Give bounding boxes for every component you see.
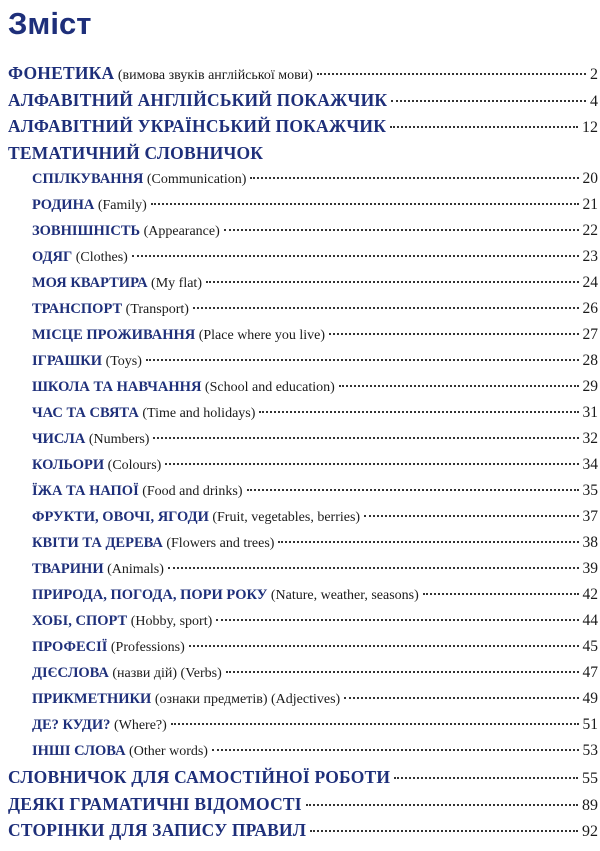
- dot-leader: [391, 100, 586, 102]
- toc-page-number: 4: [590, 92, 598, 110]
- dot-leader: [146, 359, 579, 361]
- toc-entry-title: ЧИСЛА: [32, 431, 86, 447]
- toc-entry-title: ШКОЛА ТА НАВЧАННЯ: [32, 379, 202, 395]
- toc-page-number: 27: [582, 326, 598, 343]
- toc-page-number: 92: [582, 823, 598, 840]
- toc-entry: [0, 244, 598, 270]
- toc-page-number: 21: [582, 196, 598, 213]
- dot-leader: [394, 777, 578, 779]
- toc-entry-title: СПІЛКУВАННЯ: [32, 171, 144, 187]
- dot-leader: [364, 515, 578, 517]
- toc-page-number: 49: [582, 690, 598, 707]
- toc-entry-title: ДЕ? КУДИ?: [32, 717, 111, 733]
- toc-entry: [0, 556, 598, 582]
- toc-entry-title: ОДЯГ: [32, 249, 73, 265]
- toc-page-number: 35: [582, 482, 598, 499]
- toc-entry-title: ТЕМАТИЧНИЙ СЛОВНИЧОК: [8, 142, 264, 163]
- toc-page-number: 31: [582, 404, 598, 421]
- toc-entry-label: [32, 452, 161, 479]
- toc-entry-label: [32, 400, 255, 427]
- toc-entry-label: [8, 140, 263, 168]
- toc-page-number: 23: [582, 248, 598, 265]
- toc-entry-title: ЇЖА ТА НАПОЇ: [32, 483, 139, 499]
- dot-leader: [226, 671, 579, 673]
- toc-entry-label: [32, 712, 167, 739]
- dot-leader: [165, 463, 578, 465]
- toc-page-number: 22: [582, 222, 598, 239]
- toc-entry-subtitle: (Other words): [125, 744, 208, 759]
- toc-entry-title: ФОНЕТИКА: [8, 63, 115, 83]
- toc-entry-label: [32, 296, 189, 323]
- toc-entry: [0, 791, 598, 818]
- toc-entry-label: [32, 504, 360, 531]
- toc-entry: [0, 348, 598, 374]
- toc-entry: [0, 634, 598, 660]
- toc-page-number: 34: [582, 456, 598, 473]
- toc-entry-subtitle: (Transport): [122, 302, 189, 317]
- toc-entry-title: КОЛЬОРИ: [32, 457, 105, 473]
- toc-entry: [0, 817, 598, 844]
- toc-entry-label: [32, 192, 147, 219]
- toc-page-number: 28: [582, 352, 598, 369]
- toc-entry: [0, 218, 598, 244]
- toc-entry-subtitle: (Where?): [110, 718, 167, 733]
- toc-entry-title: АЛФАВІТНИЙ АНГЛІЙСЬКИЙ ПОКАЖЧИК: [8, 89, 388, 110]
- dot-leader: [317, 73, 586, 75]
- toc-page-number: 44: [582, 612, 598, 629]
- toc-entry-title: ХОБІ, СПОРТ: [32, 613, 128, 629]
- toc-entry: [0, 374, 598, 400]
- toc-entry-label: [8, 87, 387, 115]
- toc-entry-subtitle: (Animals): [103, 562, 164, 577]
- toc-entry-subtitle: (Communication): [143, 172, 247, 187]
- toc-entry-label: [32, 738, 208, 765]
- dot-leader: [339, 385, 579, 387]
- toc-entry-subtitle: (Hobby, sport): [127, 614, 213, 629]
- toc-entry-subtitle: (School and education): [201, 380, 335, 395]
- toc-entry: [0, 270, 598, 296]
- toc-page-number: 55: [582, 770, 598, 787]
- toc-entry-subtitle: (Nature, weather, seasons): [267, 588, 419, 603]
- toc-entry-subtitle: (Professions): [107, 640, 185, 655]
- toc-entry-subtitle: (Clothes): [72, 250, 128, 265]
- toc-entry-title: ЗОВНІШНІСТЬ: [32, 223, 141, 239]
- toc-entry: [0, 478, 598, 504]
- table-of-contents: [0, 60, 598, 844]
- dot-leader: [212, 749, 579, 751]
- toc-page-number: 39: [582, 560, 598, 577]
- toc-entry-label: [32, 634, 185, 661]
- toc-entry-title: РОДИНА: [32, 197, 95, 213]
- dot-leader: [224, 229, 579, 231]
- dot-leader: [278, 541, 578, 543]
- dot-leader: [390, 126, 578, 128]
- dot-leader: [247, 489, 579, 491]
- toc-entry-subtitle: (вимова звуків англійської мови): [114, 68, 313, 83]
- dot-leader: [259, 411, 578, 413]
- dot-leader: [216, 619, 578, 621]
- toc-entry: [0, 608, 598, 634]
- toc-entry-title: ІНШІ СЛОВА: [32, 743, 126, 759]
- toc-entry-label: [32, 426, 149, 453]
- toc-entry-title: КВІТИ ТА ДЕРЕВА: [32, 535, 163, 551]
- dot-leader: [250, 177, 578, 179]
- toc-entry: [0, 712, 598, 738]
- toc-entry-label: [32, 348, 142, 375]
- toc-entry-label: [32, 530, 274, 557]
- toc-entry: [0, 764, 598, 791]
- toc-entry-label: [8, 764, 390, 792]
- toc-entry: [0, 426, 598, 452]
- toc-entry-title: МОЯ КВАРТИРА: [32, 275, 148, 291]
- toc-entry-subtitle: (My flat): [147, 276, 202, 291]
- toc-entry-label: [32, 608, 212, 635]
- toc-entry-label: [32, 660, 222, 687]
- toc-entry: [0, 452, 598, 478]
- toc-entry: [0, 530, 598, 556]
- toc-page-number: 51: [582, 716, 598, 733]
- toc-entry-title: ІГРАШКИ: [32, 353, 103, 369]
- toc-entry-subtitle: (Appearance): [140, 224, 220, 239]
- toc-page-number: 32: [582, 430, 598, 447]
- dot-leader: [153, 437, 578, 439]
- toc-entry: [0, 113, 598, 140]
- toc-entry-label: [8, 60, 313, 89]
- toc-page-number: 12: [582, 119, 598, 136]
- toc-page-number: 42: [582, 586, 598, 603]
- page-title: Зміст: [8, 6, 92, 41]
- toc-entry: [0, 400, 598, 426]
- toc-entry: [0, 192, 598, 218]
- toc-entry-title: СТОРІНКИ ДЛЯ ЗАПИСУ ПРАВИЛ: [8, 820, 307, 840]
- toc-page-number: 38: [582, 534, 598, 551]
- toc-entry-label: [32, 478, 243, 505]
- toc-entry: [0, 296, 598, 322]
- toc-entry: [0, 738, 598, 764]
- dot-leader: [423, 593, 579, 595]
- toc-entry-title: ПРИКМЕТНИКИ: [32, 691, 152, 707]
- toc-entry-title: ПРИРОДА, ПОГОДА, ПОРИ РОКУ: [32, 587, 268, 603]
- toc-entry-label: [8, 817, 306, 845]
- toc-entry-subtitle: (Toys): [102, 354, 142, 369]
- toc-entry-label: [32, 556, 164, 583]
- toc-page-number: 53: [582, 742, 598, 759]
- toc-page-number: 26: [582, 300, 598, 317]
- toc-entry-title: ТРАНСПОРТ: [32, 301, 123, 317]
- toc-entry: [0, 322, 598, 348]
- toc-entry-title: МІСЦЕ ПРОЖИВАННЯ: [32, 327, 196, 343]
- toc-page-number: 37: [582, 508, 598, 525]
- dot-leader: [168, 567, 579, 569]
- toc-entry-title: СЛОВНИЧОК ДЛЯ САМОСТІЙНОЇ РОБОТИ: [8, 767, 391, 787]
- toc-entry-label: [32, 582, 419, 609]
- toc-entry-title: ДЕЯКІ ГРАМАТИЧНІ ВІДОМОСТІ: [8, 793, 302, 814]
- dot-leader: [171, 723, 579, 725]
- toc-entry: [0, 582, 598, 608]
- toc-entry-subtitle: (Food and drinks): [138, 484, 243, 499]
- toc-page-number: 20: [582, 170, 598, 187]
- dot-leader: [344, 697, 578, 699]
- toc-entry-title: ПРОФЕСІЇ: [32, 639, 108, 655]
- toc-entry: [0, 60, 598, 87]
- toc-entry-title: ДІЄСЛОВА: [32, 665, 109, 681]
- toc-entry-title: ФРУКТИ, ОВОЧІ, ЯГОДИ: [32, 509, 209, 525]
- toc-entry-subtitle: (Flowers and trees): [162, 536, 275, 551]
- toc-entry: [0, 140, 598, 167]
- toc-page-number: 2: [590, 66, 598, 83]
- toc-entry-label: [32, 686, 340, 713]
- toc-page-number: 89: [582, 796, 598, 814]
- dot-leader: [189, 645, 579, 647]
- toc-entry: [0, 660, 598, 686]
- toc-entry-subtitle: (Place where you live): [195, 328, 326, 343]
- toc-entry-title: ТВАРИНИ: [32, 561, 104, 577]
- dot-leader: [306, 804, 578, 806]
- toc-page-number: 47: [582, 664, 598, 681]
- dot-leader: [310, 830, 578, 832]
- dot-leader: [151, 203, 579, 205]
- toc-entry-title: АЛФАВІТНИЙ УКРАЇНСЬКИЙ ПОКАЖЧИК: [8, 116, 387, 136]
- dot-leader: [132, 255, 579, 257]
- toc-entry-title: ЧАС ТА СВЯТА: [32, 405, 139, 421]
- toc-entry: [0, 87, 598, 114]
- toc-entry-subtitle: (Numbers): [85, 432, 150, 447]
- toc-entry-label: [32, 270, 202, 297]
- toc-entry-label: [32, 374, 335, 401]
- toc-page-number: 24: [582, 274, 598, 291]
- toc-entry-label: [8, 113, 386, 141]
- toc-entry-subtitle: (Colours): [104, 458, 162, 473]
- dot-leader: [193, 307, 579, 309]
- toc-page-number: 45: [582, 638, 598, 655]
- dot-leader: [206, 281, 579, 283]
- toc-page-number: 29: [582, 378, 598, 395]
- toc-entry: [0, 166, 598, 192]
- toc-entry-subtitle: (Fruit, vegetables, berries): [208, 510, 361, 525]
- dot-leader: [329, 333, 578, 335]
- toc-entry-label: [32, 322, 325, 349]
- toc-entry: [0, 686, 598, 712]
- toc-entry-subtitle: (ознаки предметів) (Adjectives): [151, 692, 341, 707]
- toc-entry-subtitle: (назви дій) (Verbs): [108, 666, 222, 681]
- toc-entry-label: [32, 244, 128, 271]
- toc-entry-label: [32, 166, 246, 193]
- toc-entry: [0, 504, 598, 530]
- toc-entry-label: [32, 218, 220, 245]
- toc-entry-subtitle: (Time and holidays): [138, 406, 256, 421]
- toc-entry-subtitle: (Family): [94, 198, 147, 213]
- toc-entry-label: [8, 791, 302, 819]
